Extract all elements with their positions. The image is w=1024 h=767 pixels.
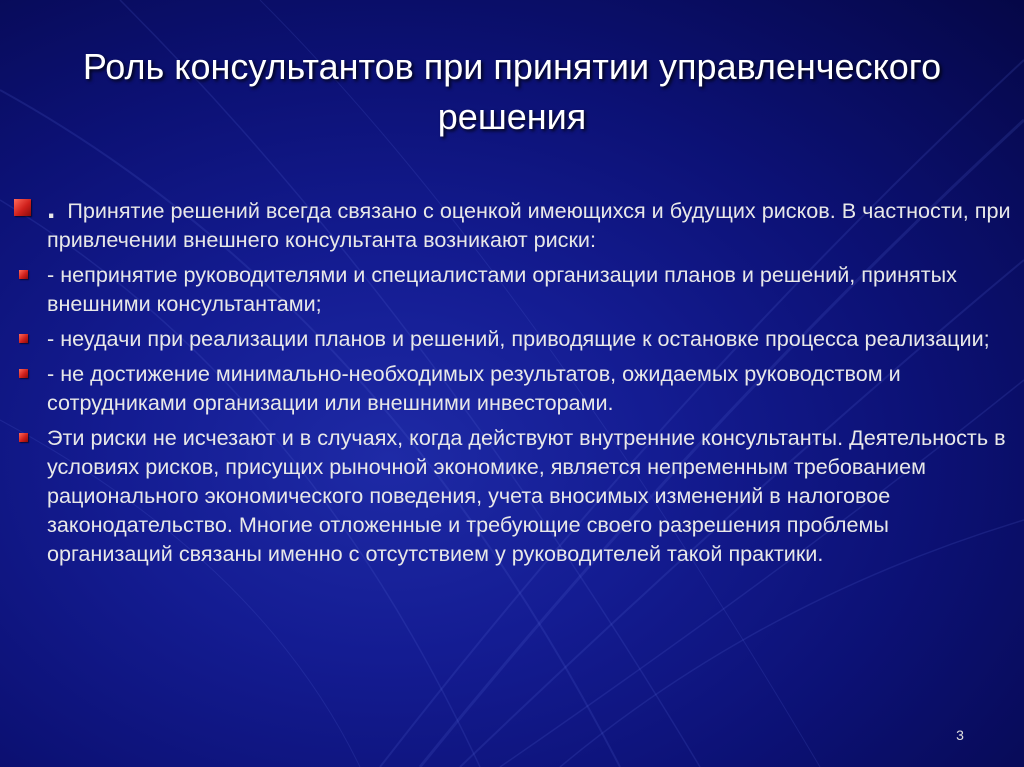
red-square-bullet-icon: [19, 270, 28, 279]
bullet-item-intro: [14, 194, 1018, 254]
red-square-bullet-icon: [19, 433, 28, 442]
slide-body: [14, 194, 1018, 574]
red-square-bullet-icon: [19, 369, 28, 378]
bullet-item-conclusion: [14, 423, 1018, 568]
bullet-text: - непринятие руководителями и специалистами организации планов и решений, принятых внешними консультантами;: [47, 262, 957, 316]
bullet-prefix: .: [47, 192, 56, 225]
red-square-bullet-icon: [14, 199, 31, 216]
bullet-item-risk-results: [14, 359, 1018, 417]
bullet-item-risk-nonacceptance: [14, 260, 1018, 318]
slide-title: Роль консультантов при принятии управленческого решения: [82, 46, 942, 137]
red-square-bullet-icon: [19, 334, 28, 343]
bullet-item-risk-failure: [14, 324, 1018, 353]
bullet-text: Эти риски не исчезают и в случаях, когда действуют внутренние консультанты. Деятельность в условиях рисков, присущих рыночной экономике, является непременным требованием рационального экономического поведения, учета вносимых изменений в налоговое законодательство. Многие отложенные и требующие своего разрешения проблемы организаций связаны именно с отсутствием у руководителей такой практики.: [47, 425, 1006, 566]
slide-page-number: 3: [956, 727, 964, 743]
bullet-text: - неудачи при реализации планов и решений, приводящие к остановке процесса реализации;: [47, 326, 990, 351]
bullet-text: Принятие решений всегда связано с оценкой имеющихся и будущих рисков. В частности, при привлечении внешнего консультанта возникают риски:: [47, 198, 1011, 252]
bullet-text: - не достижение минимально-необходимых результатов, ожидаемых руководством и сотрудниками организации или внешними инвесторами.: [47, 361, 901, 415]
